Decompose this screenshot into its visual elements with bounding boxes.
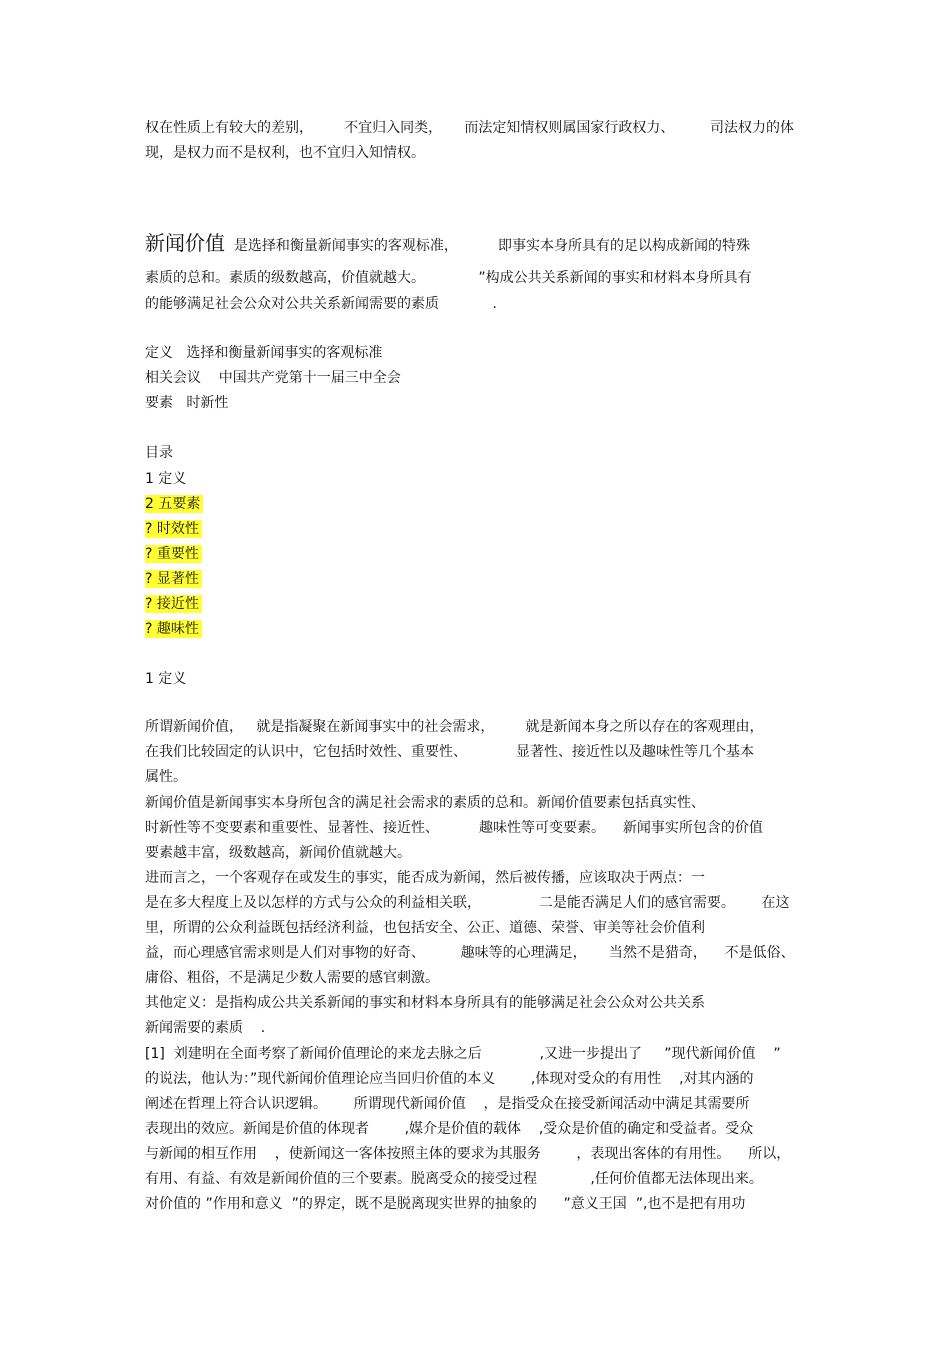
lead-line-2: 素质的总和。素质的级数越高，价值就越大。 ”构成公共关系新闻的事实和材料本身所具有 [145,270,752,286]
toc-item-label: ? 接近性 [145,595,202,613]
toc-item-timeliness[interactable] [145,519,202,539]
body-line: 与新闻的相互作用 ，使新闻这一客体按照主体的要求为其服务 ，表现出客体的有用性。 所以， [145,1146,791,1162]
body-line: 新闻需要的素质 . [145,1020,266,1036]
toc-item-five-elements[interactable] [145,494,203,514]
body-line: 进而言之，一个客观存在或发生的事实，能否成为新闻，然后被传播，应该取决于两点：一 [145,870,705,886]
lead-line-1 [145,230,750,259]
body-line: 阐述在哲理上符合认识逻辑。 所谓现代新闻价值 ，是指受众在接受新闻活动中满足其需要所 [145,1096,750,1112]
toc-item-label: 2 五要素 [145,495,203,513]
body-line: 其他定义：是指构成公共关系新闻的事实和材料本身所具有的能够满足社会公众对公共关系 [145,995,705,1011]
body-line: 里，所谓的公众利益既包括经济利益，也包括安全、公正、道德、荣誉、审美等社会价值利 [145,920,705,936]
section-title-definition: 1 定义 [145,671,187,687]
body-line: 新闻价值是新闻事实本身所包含的满足社会需求的素质的总和。新闻价值要素包括真实性、 [145,795,705,811]
entry-heading: 新闻价值 [145,231,225,255]
body-line: 对价值的 ”作用和意义 ”的界定，既不是脱离现实世界的抽象的 ”意义王国 ”,也不是把有用功 [145,1196,746,1212]
infobox-element: 要素 时新性 [145,395,229,411]
body-line: 属性。 [145,769,187,785]
intro-line-1: 权在性质上有较大的差别， 不宜归入同类， 而法定知情权则属国家行政权力、 司法权力的体 [145,120,795,136]
body-line: [1] 刘建明在全面考察了新闻价值理论的来龙去脉之后 ,又进一步提出了 ”现代新闻价值 ” [145,1046,781,1062]
toc-item-label: ? 趣味性 [145,620,202,638]
toc-item-definition[interactable]: 1 定义 [145,471,187,487]
lead-line-1-rest: 是选择和衡量新闻事实的客观标准， 即事实本身所具有的足以构成新闻的特殊 [225,238,750,254]
toc-item-prominence[interactable] [145,569,202,589]
infobox-meeting: 相关会议 中国共产党第十一届三中全会 [145,370,401,386]
body-line: 在我们比较固定的认识中，它包括时效性、重要性、 显著性、接近性以及趣味性等几个基本 [145,744,754,760]
toc-item-proximity[interactable] [145,594,202,614]
toc-item-interest[interactable] [145,619,202,639]
body-line: 所谓新闻价值， 就是指凝聚在新闻事实中的社会需求， 就是新闻本身之所以存在的客观理由， [145,719,764,735]
infobox-definition: 定义 选择和衡量新闻事实的客观标准 [145,345,383,361]
toc-title: 目录 [145,445,173,461]
body-line: 是在多大程度上及以怎样的方式与公众的利益相关联， 二是能否满足人们的感官需要。 在这 [145,895,790,911]
toc-item-importance[interactable] [145,544,202,564]
toc-item-label: ? 时效性 [145,520,202,538]
toc-item-label: ? 重要性 [145,545,202,563]
body-line: 表现出的效应。新闻是价值的体现者 ,媒介是价值的载体 ,受众是价值的确定和受益者。受众 [145,1121,754,1137]
body-line: 益，而心理感官需求则是人们对事物的好奇、 趣味等的心理满足， 当然不是猎奇， 不是低俗、 [145,945,795,961]
body-line: 庸俗、粗俗，不是满足少数人需要的感官刺激。 [145,970,439,986]
lead-line-3: 的能够满足社会公众对公共关系新闻需要的素质 . [145,296,497,312]
intro-line-2: 现，是权力而不是权利，也不宜归入知情权。 [145,145,425,161]
body-line: 时新性等不变要素和重要性、显著性、接近性、 趣味性等可变要素。 新闻事实所包含的价值 [145,820,763,836]
body-line: 有用、有益、有效是新闻价值的三个要素。脱离受众的接受过程 ,任何价值都无法体现出来。 [145,1171,763,1187]
toc-item-label: ? 显著性 [145,570,202,588]
body-line: 的说法，他认为：”现代新闻价值理论应当回归价值的本义 ,体现对受众的有用性 ,对其内涵的 [145,1071,754,1087]
body-line: 要素越丰富，级数越高，新闻价值就越大。 [145,845,411,861]
